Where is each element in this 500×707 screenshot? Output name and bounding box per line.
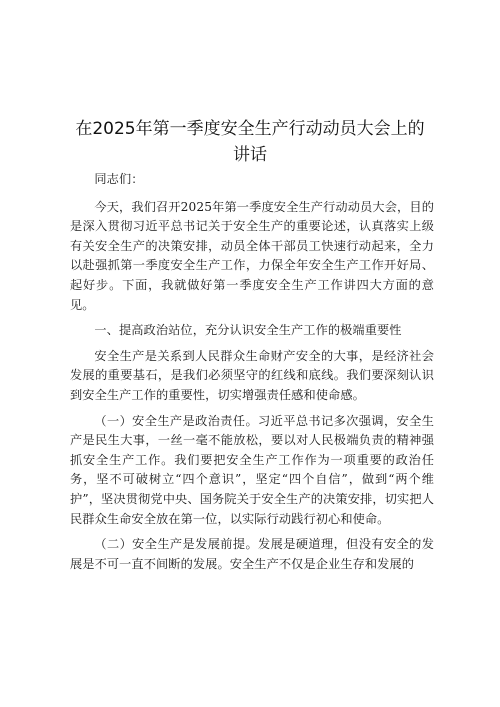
salutation: 同志们： xyxy=(94,172,144,186)
section-heading-1: 一、提高政治站位，充分认识安全生产工作的极端重要性 xyxy=(94,323,402,338)
paragraph-subsection-1: （一）安全生产是政治责任。习近平总书记多次强调，安全生产是民生大事，一丝一毫不能放松，要以对人民极端负责的精神强抓安全生产工作。我们要把安全生产工作作为一项重要的政治任务，坚不可破树立“四个意识”，坚定“四个自信”，做到“两个维护”，坚决贯彻党中央、国务院关于安全生产的决策安排，切实把人民群众生命安全放在第一位，以实际行动践行初心和使命。 xyxy=(70,413,434,526)
paragraph-subsection-2: （二）安全生产是发展前提。发展是硬道理，但没有安全的发展是不可一直不间断的发展。安全生产不仅是企业生存和发展的 xyxy=(70,537,434,571)
paragraph-intro: 今天，我们召开2025年第一季度安全生产行动动员大会，目的是深入贯彻习近平总书记关于安全生产的重要论述，认真落实上级有关安全生产的决策安排，动员全体干部员工快速行动起来，全力以赴强抓第一季度安全生产工作，力保全年安全生产工作开好局、起好步。下面，我就做好第一季度安全生产工作讲四大方面的意见。 xyxy=(70,199,434,312)
title-line-1: 在2025年第一季度安全生产行动动员大会上的 xyxy=(75,119,425,139)
paragraph-section-1: 安全生产是关系到人民群众生命财产安全的大事，是经济社会发展的重要基石，是我们必须坚守的红线和底线。我们要深刻认识到安全生产工作的重要性，切实增强责任感和使命感。 xyxy=(70,348,434,402)
page-title xyxy=(60,116,440,168)
document-body xyxy=(70,170,434,574)
title-line-2: 讲话 xyxy=(233,145,267,165)
